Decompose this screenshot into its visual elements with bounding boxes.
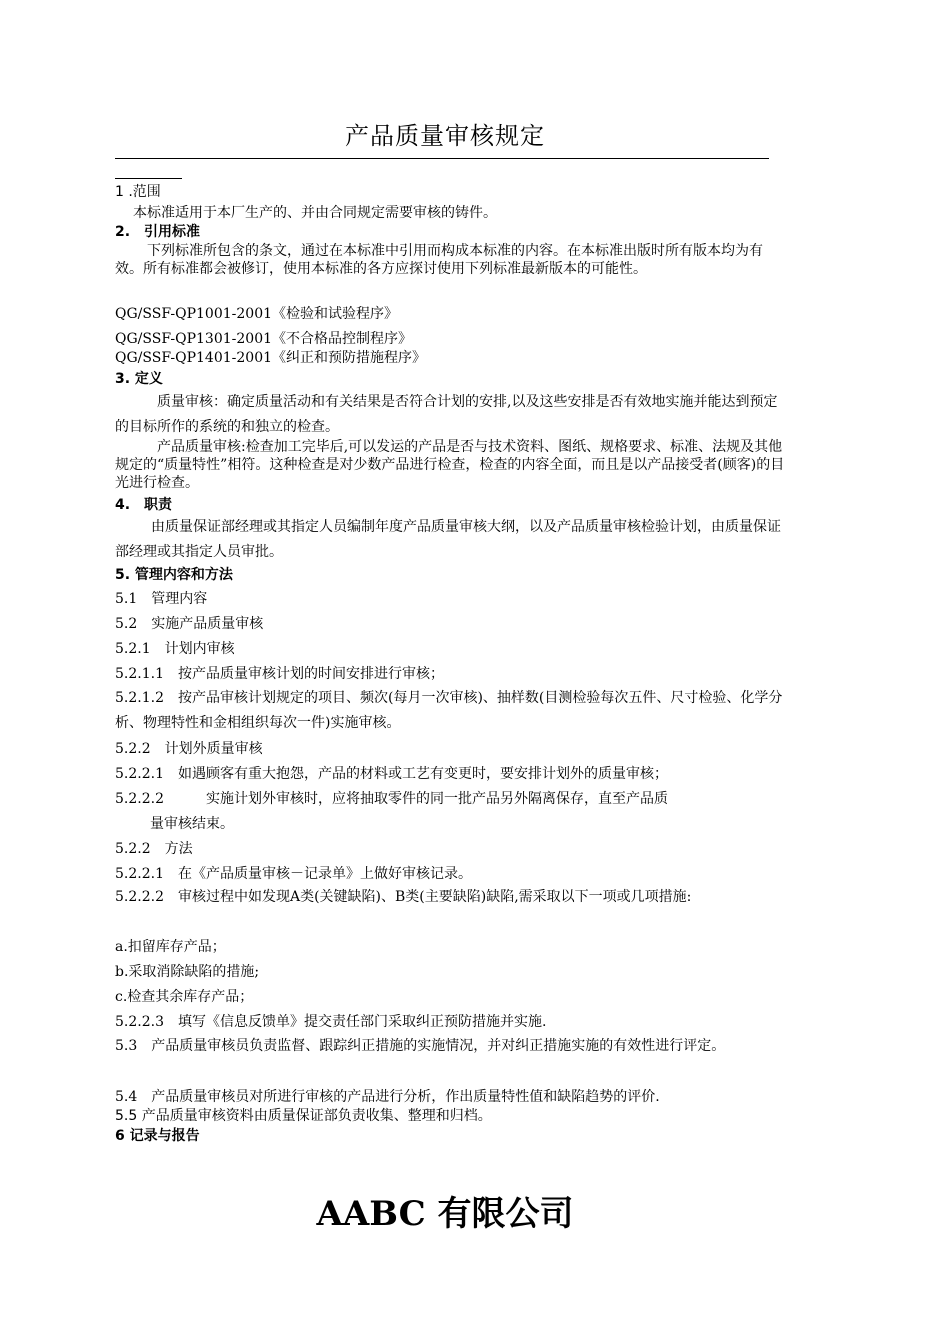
clause-5-3: 5.3 产品质量审核员负责监督、跟踪纠正措施的实施情况，并对纠正措施实施的有效性进行评定。 [115,1038,726,1054]
clause-5-2-2-2-measures: 5.2.2.2 审核过程中如发现A类(关键缺陷)、B类(主要缺陷)缺陷,需采取以下一项或几项措施: [115,889,692,905]
clause-5-2-1-1: 5.2.1.1 按产品质量审核计划的时间安排进行审核； [115,666,444,682]
title-divider [115,158,769,159]
clause-5-2-1-2: 5.2.1.2 按产品审核计划规定的项目、频次(每月一次审核)、抽样数(目测检验每次五件、尺寸检验、化学分析、物理特性和金相组织每次一件)实施审核。 [115,690,783,731]
reference-item-3: QG/SSF-QP1401-2001《纠正和预防措施程序》 [115,350,427,366]
clause-5-1: 5.1 管理内容 [115,591,208,607]
clause-5-4: 5.4 产品质量审核员对所进行审核的产品进行分析，作出质量特性值和缺陷趋势的评价. [115,1089,660,1105]
document-title: 产品质量审核规定 [345,122,545,150]
section-1-heading: 1 .范围 [115,184,161,200]
reference-item-2: QG/SSF-QP1301-2001《不合格品控制程序》 [115,331,413,347]
section-4-text: 由质量保证部经理或其指定人员编制年度产品质量审核大纲，以及产品质量审核检验计划，由质量保证部经理或其指定人员审批。 [115,519,781,560]
company-name: AABC 有限公司 [316,1194,574,1234]
clause-5-2-2-1: 5.2.2.1 如遇顾客有重大抱怨，产品的材料或工艺有变更时，要安排计划外的质量审核； [115,766,668,782]
definition-product-audit: 产品质量审核:检查加工完毕后,可以发运的产品是否与技术资料、图纸、规格要求、标准、法规及其他规定的“质量特性”相符。这种检查是对少数产品进行检查，检查的内容全面，而且是以产品接受者(顾客)的目光进行检查。 [115,439,785,491]
clause-5-2-2-3: 5.2.2.3 填写《信息反馈单》提交责任部门采取纠正预防措施并实施. [115,1014,547,1030]
definition-quality-audit: 质量审核：确定质量活动和有关结果是否符合计划的安排,以及这些安排是否有效地实施并能达到预定的目标所作的系统的和独立的检查。 [115,394,778,435]
section-6-heading: 6 记录与报告 [115,1128,200,1144]
section-4-heading: 4. 职责 [115,497,173,513]
clause-5-2-2-1-record: 5.2.2.1 在《产品质量审核－记录单》上做好审核记录。 [115,866,472,882]
measure-b: b.采取消除缺陷的措施; [115,964,260,980]
clause-5-2-2-2: 5.2.2.2 实施计划外审核时，应将抽取零件的同一批产品另外隔离保存，直至产品质 [115,791,668,807]
section-5-heading: 5. 管理内容和方法 [115,567,233,583]
short-divider [115,178,182,179]
section-3-heading: 3. 定义 [115,371,163,387]
reference-item-1: QG/SSF-QP1001-2001《检验和试验程序》 [115,306,399,322]
measure-a: a.扣留库存产品； [115,939,226,955]
clause-5-5: 5.5 产品质量审核资料由质量保证部负责收集、整理和归档。 [115,1108,492,1124]
section-2-text: 下列标准所包含的条文，通过在本标准中引用而构成本标准的内容。在本标准出版时所有版本均为有效。所有标准都会被修订，使用本标准的各方应探讨使用下列标准最新版本的可能性。 [115,243,763,277]
clause-5-2-2-2-continued: 量审核结束。 [150,816,234,832]
clause-5-2-2: 5.2.2 计划外质量审核 [115,741,263,757]
section-2-heading: 2. 引用标准 [115,224,201,240]
measure-c: c.检查其余库存产品； [115,989,254,1005]
clause-5-2: 5.2 实施产品质量审核 [115,616,264,632]
clause-5-2-1: 5.2.1 计划内审核 [115,641,235,657]
clause-5-2-2-method: 5.2.2 方法 [115,841,193,857]
section-1-text: 本标准适用于本厂生产的、并由合同规定需要审核的铸件。 [133,205,497,221]
